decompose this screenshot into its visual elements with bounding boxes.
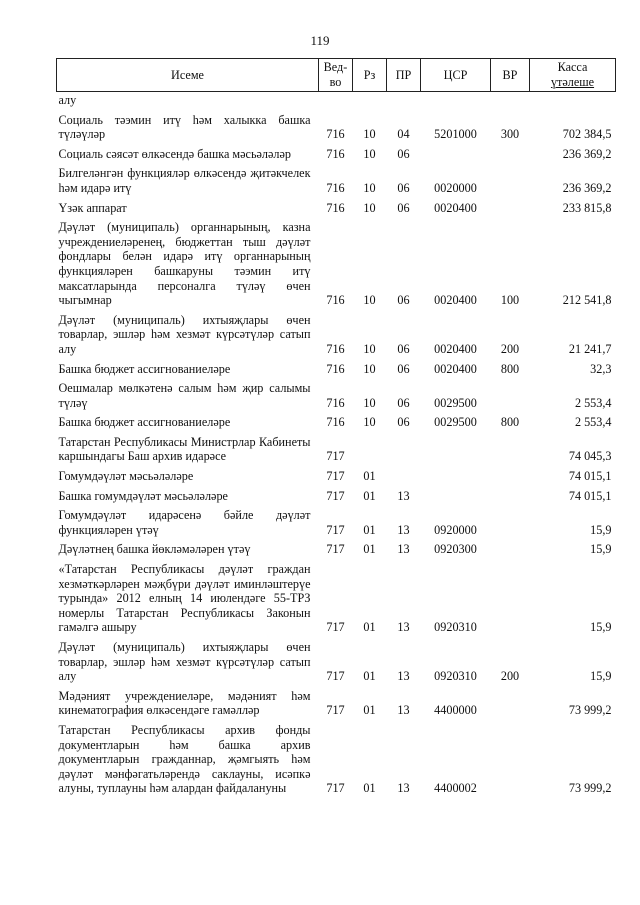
row-ved: 717	[326, 449, 345, 464]
row-name: Оешмалар мөлкәтенә салым һәм җир салымы түләү	[58, 381, 311, 410]
row-vr	[491, 376, 530, 410]
row-amount: 702 384,5	[562, 127, 612, 142]
row-rz: 10	[363, 200, 376, 215]
row-csr	[421, 142, 491, 162]
table-row	[57, 196, 616, 216]
row-pr: 06	[397, 361, 410, 376]
row-csr: 0920300	[434, 542, 477, 557]
row-vr	[491, 430, 530, 464]
row-vr: 800	[500, 361, 520, 376]
row-ved: 716	[326, 395, 345, 410]
row-amount: 73 999,2	[568, 703, 612, 718]
row-rz: 10	[363, 395, 376, 410]
row-ved: 717	[326, 703, 345, 718]
table-row	[57, 484, 616, 504]
row-csr	[421, 464, 491, 484]
row-pr: 06	[397, 293, 410, 308]
row-name: Социаль сәясәт өлкәсендә башка мәсьәләләр	[58, 146, 292, 161]
continuation-text: алу	[58, 93, 77, 107]
row-name: Башка бюджет ассигнованиеләре	[58, 415, 231, 430]
row-rz: 10	[363, 146, 376, 161]
table-row	[57, 557, 616, 635]
row-name: Дәүләт (муниципаль) органнарының, казна учреждениеләренең, бюджеттан тыш дәүләт фондлары белән идарә итү органнарының функцияләрен башкаруны тәэмин итү максатларында персоналга түләү өчен чыгымнар	[58, 220, 311, 308]
row-ved: 717	[326, 522, 345, 537]
row-csr: 0020400	[434, 293, 477, 308]
row-vr	[491, 718, 530, 796]
header-kassa-line2: үтәлеше	[550, 75, 595, 89]
row-name: Татарстан Республикасы Министрлар Кабинеты каршындагы Баш архив идарәсе	[58, 434, 311, 464]
header-pr: ПР	[387, 59, 421, 92]
header-ved-line2: во	[329, 75, 342, 89]
row-csr: 0029500	[434, 415, 477, 430]
row-vr	[491, 161, 530, 195]
row-csr: 0020400	[434, 341, 477, 356]
row-amount: 15,9	[590, 522, 612, 537]
row-csr: 4400002	[434, 781, 477, 796]
row-ved: 716	[326, 293, 345, 308]
row-pr: 13	[397, 542, 410, 557]
table-row	[57, 503, 616, 537]
table-row	[57, 161, 616, 195]
row-rz: 01	[363, 469, 376, 484]
row-rz: 10	[363, 415, 376, 430]
row-vr	[491, 537, 530, 557]
row-name: Билгеләнгән функцияләр өлкәсендә җитәкчелек һәм идарә итү	[58, 166, 311, 195]
row-pr	[387, 464, 421, 484]
row-pr: 13	[397, 669, 410, 684]
header-rz: Рз	[353, 59, 387, 92]
row-vr	[491, 484, 530, 504]
row-vr: 200	[500, 669, 520, 684]
row-ved: 716	[326, 127, 345, 142]
row-amount: 2 553,4	[574, 415, 612, 430]
header-kassa-line1: Касса	[557, 60, 588, 75]
table-row	[57, 684, 616, 718]
row-pr: 13	[397, 488, 410, 503]
table-row	[57, 308, 616, 357]
table-row	[57, 108, 616, 142]
continuation-row	[57, 92, 616, 108]
row-csr: 4400000	[434, 703, 477, 718]
row-ved: 717	[326, 669, 345, 684]
row-name: Дәүләт (муниципаль) ихтыяҗлары өчен товарлар, эшләр һәм хезмәт күрсәтүләр сатып алу	[58, 640, 311, 684]
table-row	[57, 718, 616, 796]
table-row	[57, 357, 616, 377]
row-ved: 717	[326, 781, 345, 796]
row-name: «Татарстан Республикасы дәүләт граждан хезмәткәрләрен мәҗбүри дәүләт иминләштерүе турында» 2012 елның 14 июлендәге 55-ТРЗ номерлы Татарстан Республикасы Законын гамәлгә ашыру	[58, 562, 311, 635]
row-csr: 5201000	[434, 127, 477, 142]
row-pr: 06	[397, 146, 410, 161]
row-csr: 0920000	[434, 522, 477, 537]
table-body	[57, 92, 616, 796]
row-amount: 15,9	[590, 620, 612, 635]
row-pr: 06	[397, 395, 410, 410]
row-vr: 800	[500, 415, 520, 430]
row-csr: 0020400	[434, 361, 477, 376]
row-rz: 10	[363, 361, 376, 376]
row-amount: 32,3	[590, 361, 612, 376]
row-ved: 716	[326, 341, 345, 356]
table-row	[57, 635, 616, 684]
row-vr: 200	[500, 341, 520, 356]
table-row	[57, 430, 616, 464]
table-header-row	[57, 59, 616, 92]
row-rz: 01	[363, 488, 376, 503]
row-name: Башка гомумдәүләт мәсьәләләре	[58, 488, 228, 503]
row-rz: 10	[363, 293, 376, 308]
row-rz: 10	[363, 127, 376, 142]
row-ved: 717	[326, 488, 345, 503]
row-rz: 01	[363, 522, 376, 537]
header-ved-line1: Вед-	[323, 60, 348, 75]
row-rz	[353, 430, 387, 464]
row-pr: 06	[397, 341, 410, 356]
row-rz: 01	[363, 620, 376, 635]
row-csr	[421, 484, 491, 504]
row-ved: 717	[326, 620, 345, 635]
page-number: 119	[310, 33, 330, 48]
row-ved: 716	[326, 146, 345, 161]
table-row	[57, 376, 616, 410]
row-amount: 74 045,3	[568, 449, 612, 464]
row-pr: 06	[397, 180, 410, 195]
row-vr	[491, 196, 530, 216]
row-amount: 74 015,1	[568, 469, 612, 484]
row-amount: 236 369,2	[562, 180, 612, 195]
row-csr	[421, 430, 491, 464]
row-ved: 716	[326, 415, 345, 430]
table-row	[57, 215, 616, 308]
row-amount: 73 999,2	[568, 781, 612, 796]
header-csr: ЦСР	[421, 59, 491, 92]
row-pr: 13	[397, 781, 410, 796]
row-name: Башка бюджет ассигнованиеләре	[58, 361, 231, 376]
row-name: Татарстан Республикасы архив фонды документларын һәм башка архив документларын гражданнар, җәмгыять һәм дәүләт мәнфәгатьләрендә саклауны, исәпкә алуны, туплауны һәм алардан файдалануны	[58, 722, 311, 796]
row-rz: 01	[363, 781, 376, 796]
row-csr: 0020400	[434, 200, 477, 215]
row-ved: 716	[326, 200, 345, 215]
row-amount: 74 015,1	[568, 488, 612, 503]
row-name: Дәүләт (муниципаль) ихтыяҗлары өчен товарлар, эшләр һәм хезмәт күрсәтүләр сатып алу	[58, 312, 311, 356]
row-name: Социаль тәэмин итү һәм халыкка башка түләүләр	[58, 112, 311, 142]
row-vr	[491, 464, 530, 484]
row-rz: 01	[363, 542, 376, 557]
row-amount: 21 241,7	[568, 341, 612, 356]
row-csr: 0920310	[434, 669, 477, 684]
table-row	[57, 464, 616, 484]
row-csr: 0029500	[434, 395, 477, 410]
row-pr: 13	[397, 620, 410, 635]
row-ved: 716	[326, 180, 345, 195]
row-amount: 15,9	[590, 669, 612, 684]
row-amount: 236 369,2	[562, 146, 612, 161]
row-rz: 01	[363, 703, 376, 718]
row-name: Мәдәният учреждениеләре, мәдәният һәм кинематография өлкәсендәге гамәлләр	[58, 688, 311, 718]
row-rz: 10	[363, 180, 376, 195]
row-csr: 0020000	[434, 180, 477, 195]
table-row	[57, 410, 616, 430]
row-pr: 04	[397, 127, 410, 142]
header-ved	[319, 59, 353, 92]
table-row	[57, 142, 616, 162]
header-name: Исеме	[57, 59, 319, 92]
row-name: Дәүләтнең башка йөкләмәләрен үтәү	[58, 542, 251, 557]
table-row	[57, 537, 616, 557]
row-rz: 10	[363, 341, 376, 356]
row-vr	[491, 684, 530, 718]
budget-table	[56, 58, 616, 796]
row-name: Гомумдәүләт идарәсенә бәйле дәүләт функцияләрен үтәү	[58, 508, 311, 537]
row-rz: 01	[363, 669, 376, 684]
row-ved: 717	[326, 469, 345, 484]
row-vr: 100	[500, 293, 520, 308]
header-kassa	[530, 59, 616, 92]
row-amount: 2 553,4	[574, 395, 612, 410]
row-pr: 13	[397, 522, 410, 537]
row-pr	[387, 430, 421, 464]
row-amount: 233 815,8	[562, 200, 612, 215]
row-vr	[491, 142, 530, 162]
header-vr: ВР	[491, 59, 530, 92]
row-ved: 716	[326, 361, 345, 376]
row-amount: 212 541,8	[562, 293, 612, 308]
row-pr: 13	[397, 703, 410, 718]
row-vr	[491, 503, 530, 537]
row-ved: 717	[326, 542, 345, 557]
row-pr: 06	[397, 415, 410, 430]
row-amount: 15,9	[590, 542, 612, 557]
row-vr	[491, 557, 530, 635]
row-pr: 06	[397, 200, 410, 215]
row-vr: 300	[500, 127, 520, 142]
row-name: Гомумдәүләт мәсьәләләре	[58, 469, 194, 484]
row-name: Үзәк аппарат	[58, 200, 127, 215]
row-csr: 0920310	[434, 620, 477, 635]
